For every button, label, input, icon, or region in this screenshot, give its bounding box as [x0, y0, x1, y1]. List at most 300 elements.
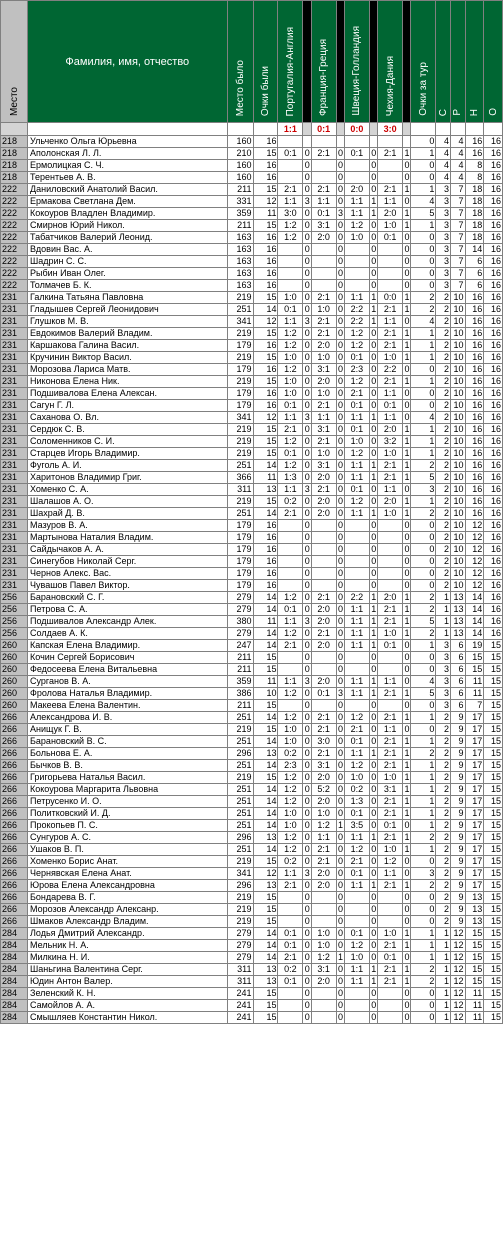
cell-stat-n: 17 — [465, 784, 484, 796]
cell-prev-place: 179 — [227, 520, 253, 532]
cell-match-2-pts: 0 — [337, 892, 343, 902]
cell-stat-o: 16 — [484, 364, 503, 376]
table-row[interactable] — [1, 268, 503, 280]
cell-match-3-pts: 1 — [371, 604, 377, 614]
cell-stat-s: 2 — [436, 856, 451, 868]
cell-match-2-score: 2:1 — [311, 328, 336, 340]
cell-match-2-score — [311, 904, 336, 916]
cell-match-4-pts: 0 — [404, 892, 410, 902]
cell-stat-r: 10 — [450, 556, 465, 568]
col-header-match-2[interactable] — [311, 1, 336, 123]
cell-stat-o: 16 — [484, 304, 503, 316]
cell-stat-o: 16 — [484, 244, 503, 256]
cell-place: 222 — [1, 244, 28, 256]
cell-stat-s: 2 — [436, 496, 451, 508]
cell-stat-s: 2 — [436, 796, 451, 808]
cell-stat-o: 15 — [484, 1012, 503, 1024]
table-row[interactable] — [1, 304, 503, 316]
table-row[interactable] — [1, 832, 503, 844]
table-row[interactable] — [1, 556, 503, 568]
table-row[interactable] — [1, 892, 503, 904]
table-row[interactable] — [1, 904, 503, 916]
cell-prev-place: 179 — [227, 340, 253, 352]
table-row[interactable] — [1, 748, 503, 760]
cell-match-2-pts: 0 — [337, 376, 343, 386]
cell-place: 231 — [1, 508, 28, 520]
table-row[interactable] — [1, 820, 503, 832]
cell-stat-s: 3 — [436, 280, 451, 292]
cell-place: 231 — [1, 568, 28, 580]
cell-match-3-score: 1:0 — [344, 436, 369, 448]
cell-match-2-score: 2:0 — [311, 676, 336, 688]
cell-stat-s: 2 — [436, 400, 451, 412]
cell-stat-n: 12 — [465, 556, 484, 568]
cell-stat-r: 10 — [450, 520, 465, 532]
cell-stat-s: 3 — [436, 184, 451, 196]
table-row[interactable] — [1, 712, 503, 724]
cell-match-2-pts: 0 — [337, 316, 343, 326]
table-row[interactable] — [1, 328, 503, 340]
table-row[interactable] — [1, 172, 503, 184]
cell-match-1-score: 1:0 — [278, 352, 303, 364]
cell-place: 231 — [1, 580, 28, 592]
cell-match-1-pts: 0 — [304, 652, 310, 662]
cell-match-4-score: 1:1 — [378, 484, 403, 496]
table-row[interactable] — [1, 424, 503, 436]
cell-prev-points: 14 — [253, 304, 278, 316]
table-row[interactable] — [1, 364, 503, 376]
cell-stat-s: 4 — [436, 136, 451, 148]
cell-stat-s: 1 — [436, 964, 451, 976]
table-row[interactable] — [1, 964, 503, 976]
cell-match-3-pts: 0 — [371, 556, 377, 566]
cell-match-4-score: 2:0 — [378, 208, 403, 220]
cell-round-points: 1 — [411, 844, 436, 856]
col-header-prev-points[interactable] — [253, 1, 278, 123]
col-header-stat-r[interactable] — [450, 1, 465, 123]
cell-match-4-pts: 1 — [404, 880, 410, 890]
cell-match-1-score: 0:1 — [278, 976, 303, 988]
cell-stat-r: 7 — [450, 232, 465, 244]
table-row[interactable] — [1, 340, 503, 352]
cell-stat-s: 3 — [436, 244, 451, 256]
cell-match-3-pts — [369, 136, 377, 148]
cell-match-2-pts: 0 — [337, 532, 343, 542]
cell-match-3-score — [344, 652, 369, 664]
cell-match-2-pts: 0 — [337, 148, 343, 158]
cell-prev-points: 14 — [253, 460, 278, 472]
cell-name: Барановский В. С. — [28, 736, 228, 748]
cell-stat-n: 12 — [465, 544, 484, 556]
cell-match-1-score: 1:0 — [278, 736, 303, 748]
cell-match-1-pts: 0 — [304, 292, 310, 302]
cell-match-4-score — [378, 988, 403, 1000]
cell-stat-n: 17 — [465, 712, 484, 724]
cell-match-1-score: 1:2 — [278, 340, 303, 352]
table-row[interactable] — [1, 208, 503, 220]
table-row[interactable] — [1, 280, 503, 292]
table-row[interactable] — [1, 448, 503, 460]
table-row[interactable] — [1, 352, 503, 364]
cell-match-1-pts: 0 — [304, 208, 310, 218]
cell-round-points: 2 — [411, 880, 436, 892]
cell-match-1-score: 2:1 — [278, 184, 303, 196]
cell-stat-o: 15 — [484, 880, 503, 892]
table-row[interactable] — [1, 652, 503, 664]
cell-match-1-pts: 0 — [304, 892, 310, 902]
cell-match-2-score: 1:0 — [311, 940, 336, 952]
cell-match-4-score: 2:1 — [378, 832, 403, 844]
cell-prev-points: 15 — [253, 220, 278, 232]
cell-name: Чернявская Елена Анат. — [28, 868, 228, 880]
cell-match-3-pts: 0 — [371, 364, 377, 374]
cell-match-2-score: 1:0 — [311, 304, 336, 316]
cell-prev-place: 179 — [227, 400, 253, 412]
cell-match-2-pts: 0 — [337, 640, 343, 650]
cell-match-2-score — [311, 532, 336, 544]
cell-stat-s: 3 — [436, 208, 451, 220]
table-row[interactable] — [1, 376, 503, 388]
cell-name: Зеленский К. Н. — [28, 988, 228, 1000]
cell-match-3-pts: 1 — [371, 676, 377, 686]
cell-stat-s: 3 — [436, 676, 451, 688]
cell-match-4-score: 3:2 — [378, 436, 403, 448]
cell-stat-n: 15 — [465, 952, 484, 964]
cell-round-points: 0 — [411, 988, 436, 1000]
cell-match-3-score: 2:1 — [344, 856, 369, 868]
col-header-round-points[interactable] — [411, 1, 436, 123]
cell-match-3-pts: 0 — [371, 784, 377, 794]
cell-match-3-score: 1:1 — [344, 640, 369, 652]
cell-match-4-score: 2:1 — [378, 148, 403, 160]
cell-stat-s: 2 — [436, 808, 451, 820]
cell-prev-place: 251 — [227, 736, 253, 748]
cell-name: Чернов Алекс. Вас. — [28, 568, 228, 580]
cell-prev-points: 14 — [253, 736, 278, 748]
cell-match-1-pts: 0 — [304, 964, 310, 974]
cell-match-2-score: 2:0 — [311, 376, 336, 388]
table-row[interactable] — [1, 676, 503, 688]
cell-round-points: 4 — [411, 412, 436, 424]
cell-name: Сердюк С. В. — [28, 424, 228, 436]
cell-match-2-score — [311, 892, 336, 904]
cell-match-3-score: 1:1 — [344, 508, 369, 520]
table-row[interactable] — [1, 472, 503, 484]
cell-match-2-score — [311, 652, 336, 664]
cell-name: Харитонов Владимир Григ. — [28, 472, 228, 484]
cell-match-4-score: 0:1 — [378, 640, 403, 652]
table-row[interactable] — [1, 928, 503, 940]
cell-stat-o: 16 — [484, 424, 503, 436]
cell-match-3-pts: 1 — [371, 460, 377, 470]
cell-stat-o: 15 — [484, 664, 503, 676]
cell-place: 218 — [1, 160, 28, 172]
cell-prev-points: 16 — [253, 160, 278, 172]
table-row[interactable] — [1, 412, 503, 424]
table-row[interactable] — [1, 196, 503, 208]
cell-name: Ермолицкая С. Ч. — [28, 160, 228, 172]
table-row[interactable] — [1, 316, 503, 328]
table-row[interactable] — [1, 544, 503, 556]
cell-prev-points: 14 — [253, 820, 278, 832]
cell-match-3-score: 1:2 — [344, 328, 369, 340]
cell-prev-points: 12 — [253, 196, 278, 208]
table-row[interactable] — [1, 664, 503, 676]
table-row[interactable] — [1, 232, 503, 244]
cell-round-points: 0 — [411, 256, 436, 268]
table-row[interactable] — [1, 880, 503, 892]
cell-match-2-score: 2:1 — [311, 316, 336, 328]
table-row[interactable] — [1, 1012, 503, 1024]
table-row[interactable] — [1, 940, 503, 952]
cell-match-3-pts: 1 — [371, 832, 377, 842]
cell-stat-r: 7 — [450, 280, 465, 292]
table-row[interactable] — [1, 856, 503, 868]
cell-match-3-score: 0:1 — [344, 424, 369, 436]
cell-match-2-pts: 0 — [337, 520, 343, 530]
cell-match-1-pts: 0 — [304, 532, 310, 542]
cell-stat-r: 10 — [450, 436, 465, 448]
cell-name: Смышляев Константин Никол. — [28, 1012, 228, 1024]
cell-match-4-pts: 1 — [404, 808, 410, 818]
table-row[interactable] — [1, 292, 503, 304]
table-row[interactable] — [1, 1000, 503, 1012]
table-row[interactable] — [1, 736, 503, 748]
cell-stat-s: 4 — [436, 160, 451, 172]
cell-match-2-pts: 0 — [337, 496, 343, 506]
cell-name: Галкина Татьяна Павловна — [28, 292, 228, 304]
cell-stat-r: 12 — [450, 1012, 465, 1024]
cell-stat-s: 2 — [436, 736, 451, 748]
cell-match-2-score — [311, 136, 336, 148]
table-row[interactable] — [1, 640, 503, 652]
cell-match-4-pts: 1 — [404, 964, 410, 974]
cell-round-points: 0 — [411, 544, 436, 556]
cell-stat-o: 15 — [484, 904, 503, 916]
table-row[interactable] — [1, 436, 503, 448]
cell-stat-s: 1 — [436, 988, 451, 1000]
table-row[interactable] — [1, 496, 503, 508]
cell-match-4-score: 2:1 — [378, 460, 403, 472]
table-row[interactable] — [1, 760, 503, 772]
cell-match-4-score: 2:1 — [378, 796, 403, 808]
cell-match-4-pts: 1 — [404, 844, 410, 854]
cell-match-3-pts: 1 — [371, 412, 377, 422]
cell-stat-n: 17 — [465, 796, 484, 808]
table-row[interactable] — [1, 136, 503, 148]
cell-match-4-pts: 0 — [404, 664, 410, 674]
col-header-match-1[interactable] — [278, 1, 303, 123]
col-header-name[interactable] — [28, 1, 228, 123]
cell-stat-n: 15 — [465, 976, 484, 988]
col-header-place[interactable] — [1, 1, 28, 123]
table-row[interactable] — [1, 688, 503, 700]
cell-match-4-score — [378, 916, 403, 928]
cell-prev-points: 15 — [253, 328, 278, 340]
table-row[interactable] — [1, 724, 503, 736]
table-row[interactable] — [1, 772, 503, 784]
cell-stat-s: 1 — [436, 628, 451, 640]
table-row[interactable] — [1, 916, 503, 928]
table-row[interactable] — [1, 388, 503, 400]
cell-stat-s: 2 — [436, 304, 451, 316]
cell-match-2-pts: 0 — [337, 472, 343, 482]
cell-round-points: 1 — [411, 328, 436, 340]
col-header-stat-s[interactable] — [436, 1, 451, 123]
table-row[interactable] — [1, 532, 503, 544]
table-row[interactable] — [1, 184, 503, 196]
cell-match-4-score — [378, 700, 403, 712]
cell-stat-n: 16 — [465, 484, 484, 496]
cell-stat-o: 15 — [484, 868, 503, 880]
cell-match-1-score: 0:1 — [278, 400, 303, 412]
cell-match-4-score — [378, 268, 403, 280]
table-row[interactable] — [1, 580, 503, 592]
cell-match-4-pts: 0 — [404, 232, 410, 242]
cell-match-2-pts: 0 — [337, 868, 343, 878]
table-row[interactable] — [1, 220, 503, 232]
table-row[interactable] — [1, 244, 503, 256]
cell-match-3-score — [344, 664, 369, 676]
col-header-match-4[interactable] — [378, 1, 403, 123]
table-row[interactable] — [1, 460, 503, 472]
cell-prev-points: 15 — [253, 424, 278, 436]
cell-match-2-pts: 0 — [337, 172, 343, 182]
cell-match-3-score: 2:2 — [344, 592, 369, 604]
cell-prev-place: 163 — [227, 256, 253, 268]
cell-place: 260 — [1, 676, 28, 688]
col-header-stat-n[interactable] — [465, 1, 484, 123]
cell-stat-o: 15 — [484, 952, 503, 964]
cell-match-2-score — [311, 172, 336, 184]
cell-stat-s: 1 — [436, 616, 451, 628]
table-row[interactable] — [1, 628, 503, 640]
cell-match-3-score: 2:2 — [344, 304, 369, 316]
table-row[interactable] — [1, 796, 503, 808]
cell-name: Смирнов Юрий Никол. — [28, 220, 228, 232]
table-row[interactable] — [1, 592, 503, 604]
table-row[interactable] — [1, 256, 503, 268]
cell-match-3-score: 1:1 — [344, 748, 369, 760]
cell-match-3-pts: 0 — [371, 772, 377, 782]
cell-stat-r: 10 — [450, 412, 465, 424]
cell-match-2-score: 5:2 — [311, 784, 336, 796]
cell-match-2-pts — [336, 136, 344, 148]
table-row[interactable] — [1, 808, 503, 820]
cell-name: Саханова О. Вл. — [28, 412, 228, 424]
cell-match-1-score: 2:1 — [278, 640, 303, 652]
cell-match-2-score — [311, 700, 336, 712]
cell-round-points: 1 — [411, 448, 436, 460]
table-row[interactable] — [1, 976, 503, 988]
table-row[interactable] — [1, 484, 503, 496]
cell-match-2-pts: 0 — [337, 436, 343, 446]
col-header-prev-place[interactable] — [227, 1, 253, 123]
col-header-prev-place-label: Место было — [234, 59, 246, 116]
cell-prev-points: 11 — [253, 616, 278, 628]
cell-place: 222 — [1, 268, 28, 280]
cell-round-points: 4 — [411, 676, 436, 688]
table-row[interactable] — [1, 868, 503, 880]
cell-prev-place: 211 — [227, 652, 253, 664]
col-header-stat-o[interactable] — [484, 1, 503, 123]
cell-match-1-pts: 0 — [304, 700, 310, 710]
cell-match-3-pts: 1 — [371, 292, 377, 302]
cell-match-3-pts: 0 — [371, 436, 377, 446]
cell-match-2-pts: 0 — [337, 424, 343, 434]
cell-match-2-score: 3:1 — [311, 424, 336, 436]
col-header-match-3[interactable] — [344, 1, 369, 123]
table-row[interactable] — [1, 400, 503, 412]
cell-place: 266 — [1, 916, 28, 928]
cell-name: Рыбин Иван Олег. — [28, 268, 228, 280]
table-row[interactable] — [1, 604, 503, 616]
table-row[interactable] — [1, 508, 503, 520]
cell-match-1-pts: 3 — [304, 616, 310, 626]
cell-match-1-pts: 3 — [304, 316, 310, 326]
cell-stat-o: 15 — [484, 640, 503, 652]
cell-match-1-score: 3:0 — [278, 208, 303, 220]
cell-stat-r: 6 — [450, 688, 465, 700]
cell-match-2-pts: 0 — [337, 400, 343, 410]
cell-match-3-score: 1:1 — [344, 208, 369, 220]
cell-stat-s: 2 — [436, 376, 451, 388]
cell-match-1-pts: 0 — [304, 844, 310, 854]
cell-name: Политковский И. Д. — [28, 808, 228, 820]
table-row[interactable] — [1, 568, 503, 580]
cell-prev-place: 219 — [227, 352, 253, 364]
cell-stat-n: 16 — [465, 376, 484, 388]
cell-match-1-score: 0:2 — [278, 496, 303, 508]
table-row[interactable] — [1, 700, 503, 712]
cell-place: 231 — [1, 496, 28, 508]
cell-match-1-score — [278, 664, 303, 676]
cell-match-4-score: 2:0 — [378, 592, 403, 604]
cell-prev-place: 219 — [227, 856, 253, 868]
cell-round-points: 0 — [411, 556, 436, 568]
cell-match-1-score: 1:2 — [278, 460, 303, 472]
cell-match-4-pts: 0 — [404, 256, 410, 266]
cell-match-4-pts: 0 — [404, 196, 410, 206]
table-row[interactable] — [1, 148, 503, 160]
cell-match-1-pts: 0 — [304, 460, 310, 470]
cell-prev-points: 13 — [253, 748, 278, 760]
table-row[interactable] — [1, 616, 503, 628]
cell-stat-s: 2 — [436, 904, 451, 916]
table-row[interactable] — [1, 520, 503, 532]
cell-stat-n: 17 — [465, 868, 484, 880]
cell-match-2-pts: 0 — [337, 364, 343, 374]
cell-prev-points: 13 — [253, 832, 278, 844]
cell-stat-o: 16 — [484, 544, 503, 556]
cell-match-2-score: 2:1 — [311, 724, 336, 736]
table-row[interactable] — [1, 844, 503, 856]
cell-stat-s: 3 — [436, 640, 451, 652]
cell-match-3-pts: 0 — [371, 376, 377, 386]
cell-name: Шахрай Д. В. — [28, 508, 228, 520]
table-row[interactable] — [1, 952, 503, 964]
table-row[interactable] — [1, 988, 503, 1000]
cell-match-1-score: 1:2 — [278, 784, 303, 796]
cell-place: 231 — [1, 436, 28, 448]
cell-match-3-pts: 0 — [371, 856, 377, 866]
cell-match-3-pts: 1 — [371, 880, 377, 890]
table-row[interactable] — [1, 784, 503, 796]
table-row[interactable] — [1, 160, 503, 172]
cell-prev-points: 14 — [253, 712, 278, 724]
cell-match-1-pts: 0 — [304, 604, 310, 614]
cell-prev-points: 10 — [253, 688, 278, 700]
